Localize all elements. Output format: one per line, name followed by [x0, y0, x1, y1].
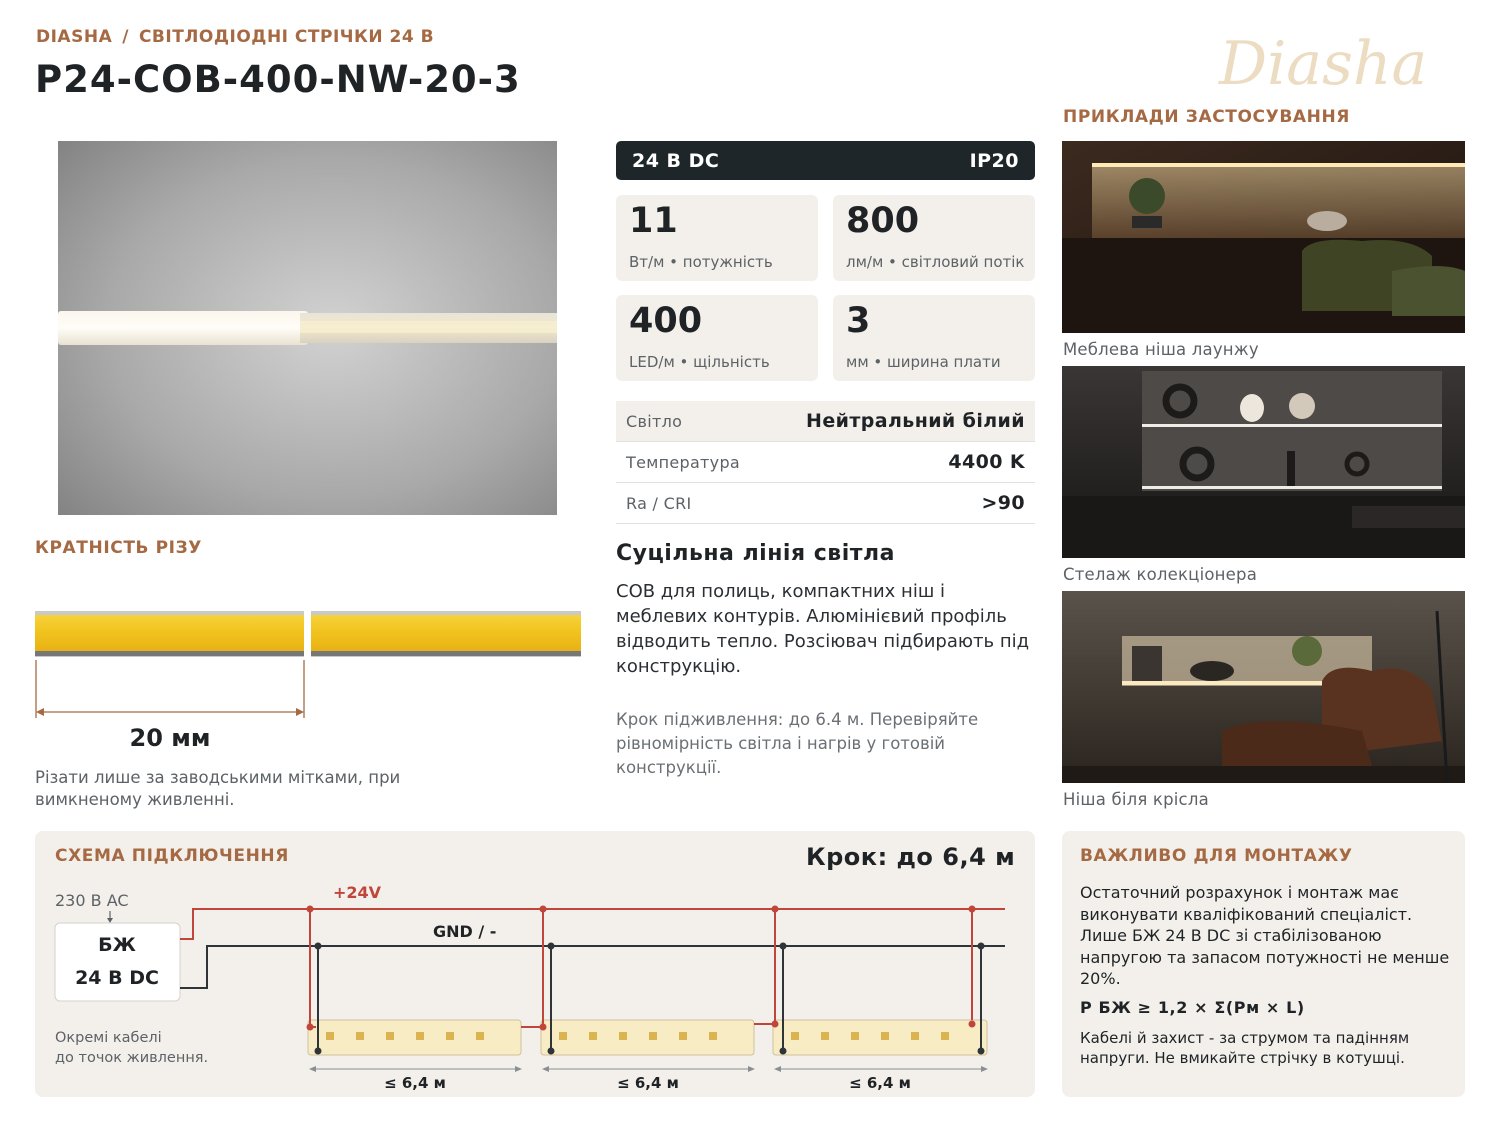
product-photo [58, 141, 557, 515]
input-label: 230 В AC [55, 891, 129, 910]
wiring-title: СХЕМА ПІДКЛЮЧЕННЯ [55, 846, 289, 866]
psu-label-line2: 24 В DC [75, 967, 159, 989]
stat-value: 800 [846, 201, 920, 241]
strip-segment-1 [35, 611, 304, 657]
application-caption: Меблева ніша лаунжу [1063, 340, 1259, 359]
cut-value: 20 мм [129, 724, 211, 752]
property-row-light [616, 401, 1035, 442]
logo-text: Diasha [1219, 29, 1428, 99]
psu-label-line1: БЖ [98, 934, 136, 956]
ip-rating: IP20 [969, 149, 1019, 172]
properties-table [616, 401, 1035, 524]
description-title: Суцільна лінія світла [616, 541, 895, 566]
mounting-note: Кабелі й захист - за струмом та падінням напруги. Не вмикайте стрічку в котушці. [1080, 1029, 1410, 1067]
breadcrumb [36, 27, 434, 47]
gnd-wire [180, 946, 1005, 988]
cable-note-line1: Окремі кабелі [55, 1030, 162, 1046]
strip-segment-1 [308, 1020, 521, 1055]
gnd-label: GND / - [433, 922, 497, 941]
mounting-formula: P БЖ ≥ 1,2 × Σ(Pм × L) [1080, 998, 1305, 1017]
stat-card-flux [833, 195, 1035, 281]
property-key: Температура [626, 452, 741, 472]
segment-length-2: ≤ 6,4 м [617, 1074, 679, 1092]
plus-wire [180, 909, 1005, 939]
cut-note: Різати лише за заводськими мітками, при вимкненому живленні. [35, 768, 401, 809]
cut-dimension [36, 660, 304, 718]
strip-segment-2 [541, 1020, 754, 1055]
stat-value: 3 [846, 301, 871, 341]
segment-length-1: ≤ 6,4 м [384, 1074, 446, 1092]
mounting-title: ВАЖЛИВО ДЛЯ МОНТАЖУ [1080, 846, 1353, 866]
property-key: Світло [626, 411, 683, 431]
brand-logo [1215, 22, 1450, 102]
stat-card-density [616, 295, 818, 381]
silicone-tube [58, 311, 308, 345]
applications-title: ПРИКЛАДИ ЗАСТОСУВАННЯ [1063, 107, 1350, 127]
breadcrumb-category[interactable]: СВІТЛОДІОДНІ СТРІЧКИ 24 В [138, 27, 435, 47]
stat-value: 11 [629, 201, 678, 241]
application-photo-collector-shelf [1062, 366, 1465, 558]
property-value: 4400 K [948, 451, 1025, 473]
cut-title: КРАТНІСТЬ РІЗУ [35, 538, 202, 558]
property-value: >90 [981, 492, 1025, 514]
voltage-label: 24 В DC [632, 149, 720, 172]
segment-length-3: ≤ 6,4 м [849, 1074, 911, 1092]
property-row-temperature [616, 442, 1035, 483]
property-row-cri [616, 483, 1035, 524]
page-title: P24-COB-400-NW-20-3 [35, 58, 521, 101]
stat-card-width [833, 295, 1035, 381]
application-photo-chair-niche [1062, 591, 1465, 783]
property-value: Нейтральний білий [806, 410, 1025, 432]
stat-label: лм/м • світловий потік [846, 253, 1025, 271]
strip-segment-3 [773, 1020, 987, 1055]
description-body: COB для полиць, компактних ніш і меблевих контурів. Алюмінієвий профіль відводить тепло. Розсіювач підбирають під конструкцію. [616, 581, 1030, 677]
plus-label: +24V [333, 883, 382, 902]
application-caption: Стелаж колекціонера [1063, 565, 1258, 584]
stat-card-power [616, 195, 818, 281]
input-arrow-icon [107, 918, 113, 923]
stat-label: Вт/м • потужність [629, 253, 773, 271]
stat-label: мм • ширина плати [846, 353, 1001, 371]
description-note: Крок підживлення: до 6.4 м. Перевіряйте рівномірність світла і нагрів у готовій конструкції. [616, 710, 979, 777]
wiring-step: Крок: до 6,4 м [806, 843, 1016, 871]
breadcrumb-brand[interactable]: DIASHA [36, 27, 113, 47]
cable-note-line2: до точок живлення. [55, 1050, 209, 1066]
stat-label: LED/м • щільність [629, 353, 770, 371]
cut-strip-illustration [35, 608, 581, 720]
mounting-body: Остаточний розрахунок і монтаж має виконувати кваліфікований спеціаліст. Лише БЖ 24 В DC зі стабілізованою напругою та запасом потужності не менше 20%. [1080, 883, 1450, 988]
application-photo-lounge [1062, 141, 1465, 333]
property-key: Ra / CRI [626, 493, 692, 513]
application-caption: Ніша біля крісла [1063, 790, 1209, 809]
stat-value: 400 [629, 301, 703, 341]
strip-segment-2 [311, 611, 581, 657]
breadcrumb-separator: / [122, 27, 129, 47]
spec-bar [616, 141, 1035, 180]
